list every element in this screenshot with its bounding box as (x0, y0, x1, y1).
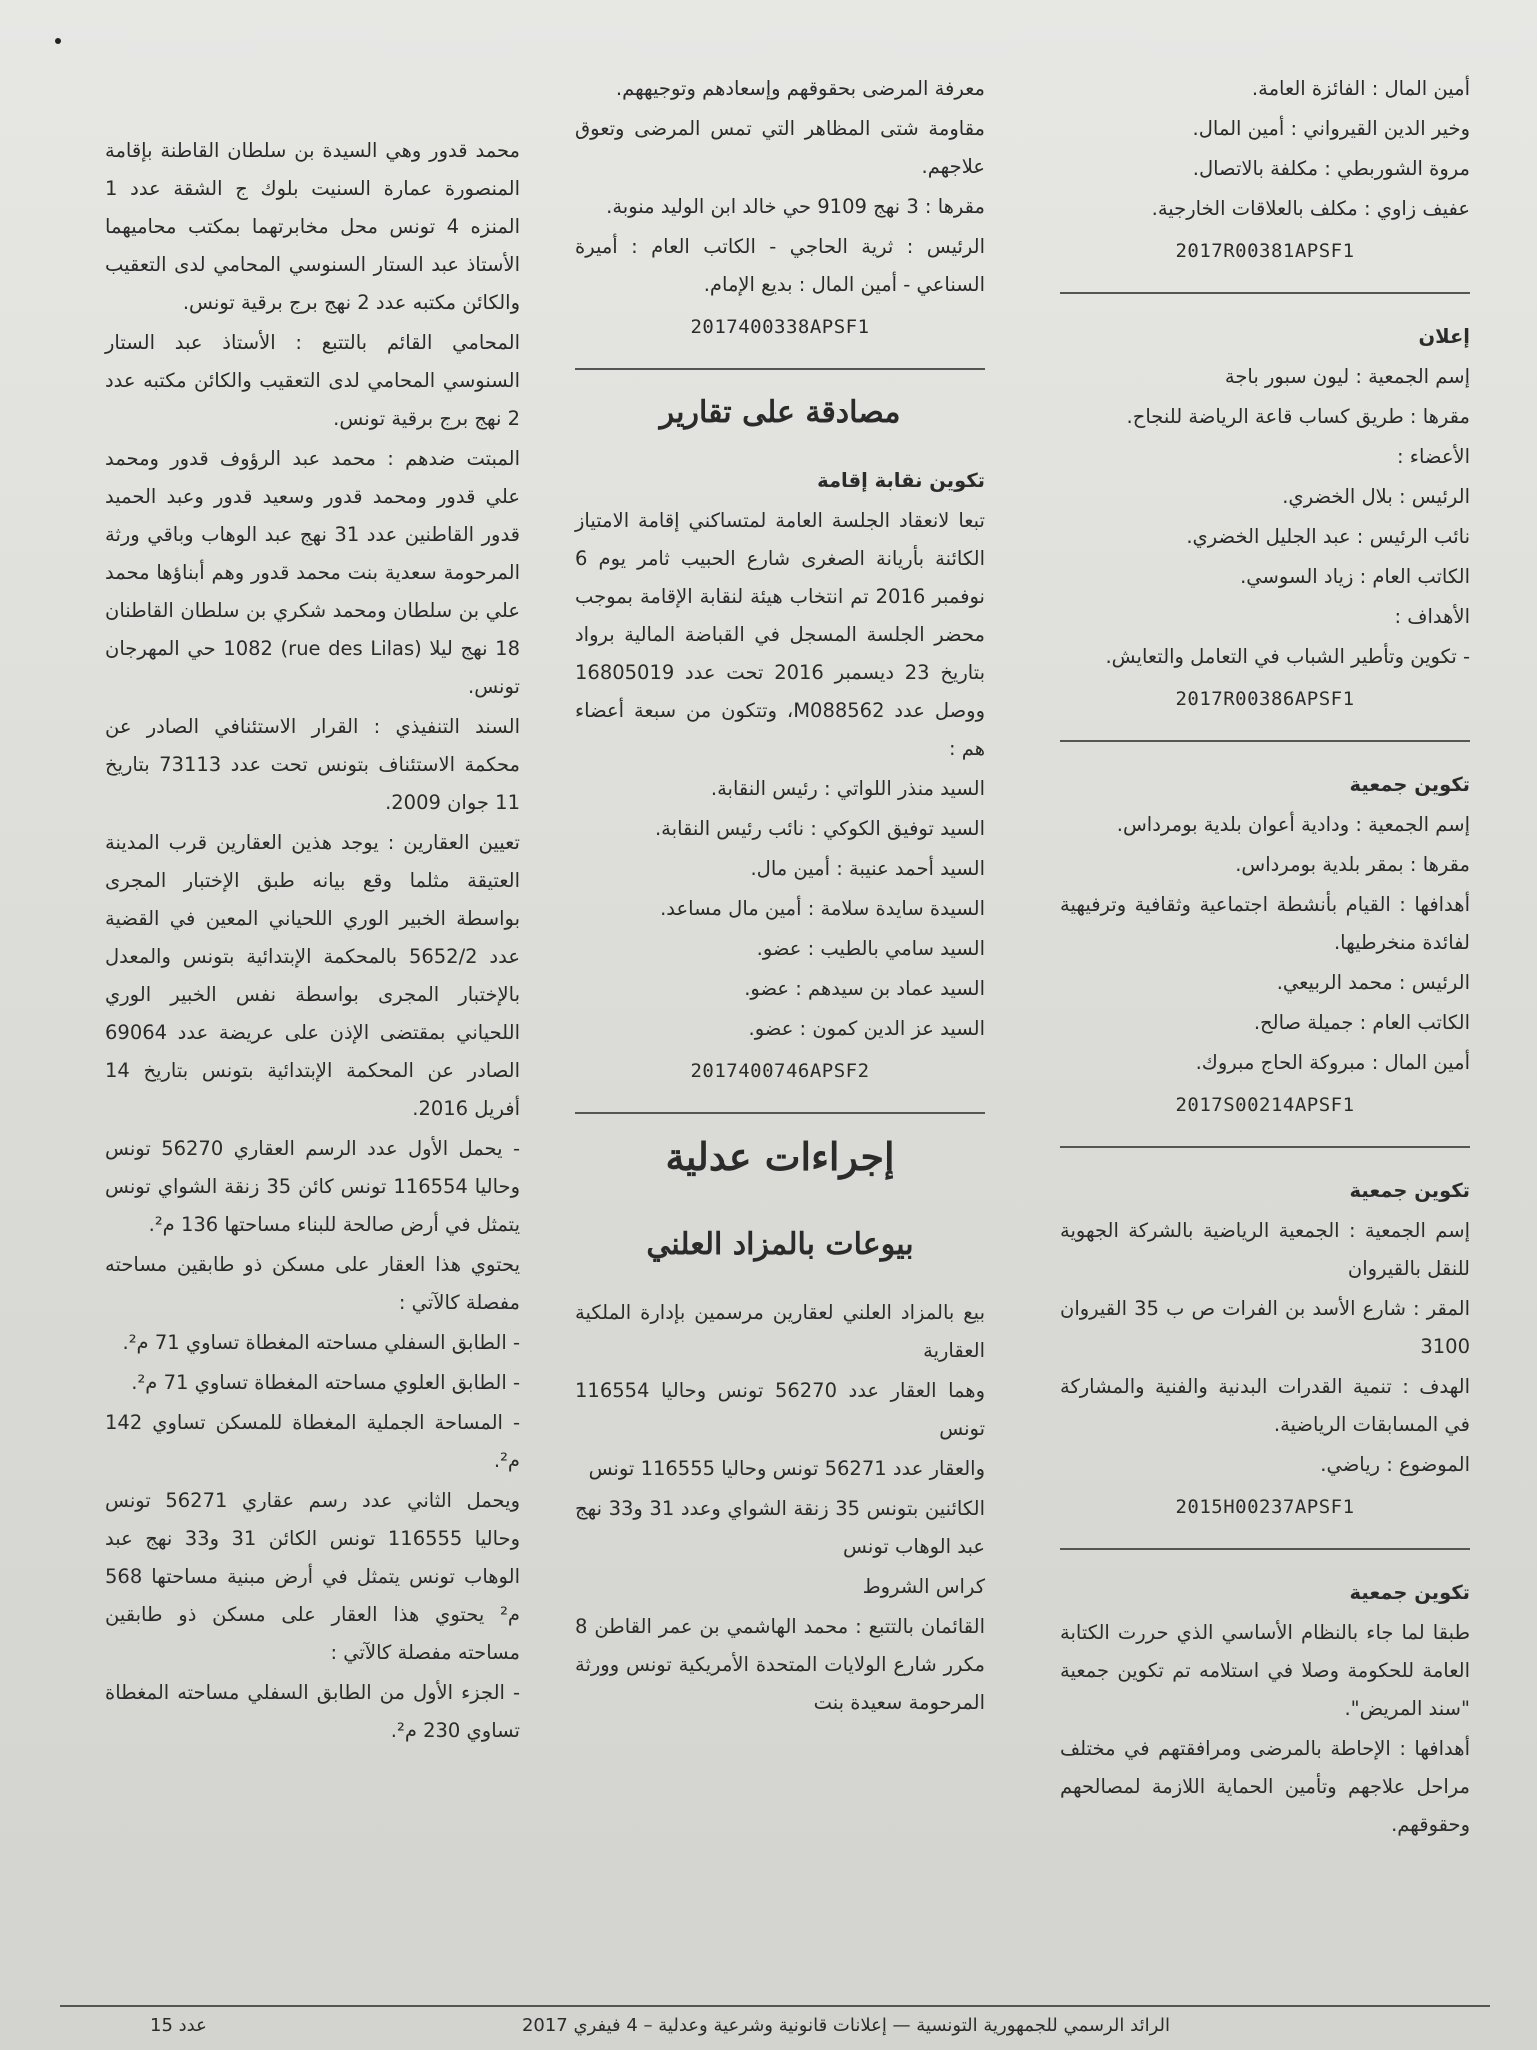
divider (575, 1112, 985, 1114)
reference-code: 2017R00386APSF1 (1175, 688, 1355, 710)
reference-code: 2015H00237APSF1 (1175, 1496, 1355, 1518)
text-line: السيد منذر اللواتي : رئيس النقابة. (710, 777, 985, 800)
text-line: إسم الجمعية : الجمعية الرياضية بالشركة الجهوية للنقل بالقيروان (1060, 1219, 1470, 1280)
reference-code: 2017S00214APSF1 (1175, 1094, 1355, 1116)
text-line: - الطابق السفلي مساحته المغطاة تساوي 71 م². (122, 1331, 520, 1354)
notice-heading: تكوين جمعية (1349, 1581, 1470, 1604)
text-line: بيع بالمزاد العلني لعقارين مرسمين بإدارة الملكية العقارية (575, 1301, 985, 1362)
text-line: إسم الجمعية : ودادية أعوان بلدية بومرداس. (1116, 813, 1470, 836)
text-line: الكائنين بتونس 35 زنقة الشواي وعدد 31 و33 نهج عبد الوهاب تونس (575, 1497, 985, 1558)
notice-heading: إعلان (1418, 325, 1470, 348)
divider (1060, 292, 1470, 294)
reference-code: 2017400746APSF2 (690, 1060, 870, 1082)
text-line: تبعا لانعقاد الجلسة العامة لمتساكني إقامة الامتياز الكائنة بأريانة الصغرى شارع الحبيب ثامر يوم 6 نوفمبر 2016 تم انتخاب هيئة لنقابة الإقامة بموجب محضر الجلسة المسجل في القباضة المالية برواد بتاريخ 23 ديسمبر 2016 تحت عدد 16805019 ووصل عدد M088562، وتتكون من سبعة أعضاء هم : (575, 509, 985, 760)
text-line: المقر : شارع الأسد بن الفرات ص ب 35 القيروان 3100 (1060, 1297, 1470, 1358)
page-footer (60, 2005, 1490, 2045)
text-line: - تكوين وتأطير الشباب في التعامل والتعايش. (1105, 645, 1470, 668)
text-line: مقاومة شتى المظاهر التي تمس المرضى وتعوق علاجهم. (575, 117, 985, 178)
notice-heading: تكوين نقابة إقامة (817, 469, 985, 492)
divider (1060, 1146, 1470, 1148)
text-line: السيد أحمد عنيبة : أمين مال. (750, 857, 985, 880)
text-line: مروة الشوربطي : مكلفة بالاتصال. (1192, 157, 1470, 180)
text-line: الهدف : تنمية القدرات البدنية والفنية والمشاركة في المسابقات الرياضية. (1060, 1375, 1470, 1436)
text-line: أمين المال : مبروكة الحاج مبروك. (1195, 1051, 1470, 1074)
reference-code: 2017400338APSF1 (690, 316, 870, 338)
text-line: المبتت ضدهم : محمد عبد الرؤوف قدور ومحمد علي قدور ومحمد قدور وسعيد قدور وعبد الحميد قدور القاطنين عدد 31 نهج عبد الوهاب وباقي ورثة المرحومة سعدية بنت محمد قدور وهم أبناؤها محمد علي بن سلطان ومحمد شكري بن سلطان القاطنان 18 نهج ليلا (rue des Lilas) 1082 حي المهرجان تونس. (105, 447, 521, 698)
text-line: - الطابق العلوي مساحته المغطاة تساوي 71 م². (131, 1371, 520, 1394)
text-line: الأعضاء : (1397, 445, 1470, 468)
text-line: يحتوي هذا العقار على مسكن ذو طابقين مساحته مفصلة كالآتي : (105, 1253, 520, 1314)
text-line: السيد سامي بالطيب : عضو. (756, 937, 985, 960)
text-line: الموضوع : رياضي. (1320, 1453, 1470, 1476)
text-line: الأهداف : (1394, 605, 1470, 628)
text-line: أهدافها : القيام بأنشطة اجتماعية وثقافية وترفيهية لفائدة منخرطيها. (1060, 893, 1470, 954)
text-line: وخير الدين القيرواني : أمين المال. (1192, 117, 1470, 140)
text-line: - الجزء الأول من الطابق السفلي مساحته المغطاة تساوي 230 م². (105, 1681, 520, 1742)
footer-title: الرائد الرسمي للجمهورية التونسية — إعلانات قانونية وشرعية وعدلية – 4 فيفري 2017 (521, 2015, 1170, 2036)
text-line: - المساحة الجملية المغطاة للمسكن تساوي 142 م². (105, 1411, 520, 1472)
text-line: الكاتب العام : جميلة صالح. (1253, 1011, 1470, 1034)
text-line: مقرها : طريق كساب قاعة الرياضة للنجاح. (1126, 405, 1470, 428)
text-line: إسم الجمعية : ليون سبور باجة (1224, 365, 1470, 388)
text-line: السيد عز الدين كمون : عضو. (748, 1017, 985, 1040)
reference-code: 2017R00381APSF1 (1175, 240, 1355, 262)
text-line: - يحمل الأول عدد الرسم العقاري 56270 تونس وحاليا 116554 تونس كائن 35 زنقة الشواي تونس يتمثل في أرض صالحة للبناء مساحتها 136 م². (105, 1137, 520, 1236)
text-line: السيد توفيق الكوكي : نائب رئيس النقابة. (654, 817, 985, 840)
text-line: الرئيس : بلال الخضري. (1282, 485, 1470, 508)
page-mark (55, 38, 61, 44)
text-line: الرئيس : محمد الربيعي. (1276, 971, 1470, 994)
text-line: والعقار عدد 56271 تونس وحاليا 116555 تونس (588, 1457, 985, 1480)
text-line: محمد قدور وهي السيدة بن سلطان القاطنة بإقامة المنصورة عمارة السنيت بلوك ج الشقة عدد 1 المنزه 4 تونس محل مخابرتهما بمكتب محاميهما الأستاذ عبد الستار السنوسي المحامي لدى التعقيب والكائن مكتبه عدد 2 نهج برج برقية تونس. (105, 139, 520, 314)
text-line: طبقا لما جاء بالنظام الأساسي الذي حررت الكتابة العامة للحكومة وصلا في استلامه تم تكوين جمعية "سند المريض". (1060, 1621, 1470, 1720)
text-line: وهما العقار عدد 56270 تونس وحاليا 116554 تونس (575, 1379, 985, 1440)
text-line: معرفة المرضى بحقوقهم وإسعادهم وتوجيههم. (615, 77, 985, 100)
issue-number: عدد 15 (150, 2015, 207, 2036)
text-line: ويحمل الثاني عدد رسم عقاري 56271 تونس وحاليا 116555 تونس الكائن 31 و33 نهج عبد الوهاب تونس يتمثل في أرض مبنية مساحتها 568 م² يحتوي هذا العقار على مسكن ذو طابقين مساحته مفصلة كالآتي : (105, 1489, 520, 1664)
left-column (105, 132, 520, 1752)
text-line: السيدة سايدة سلامة : أمين مال مساعد. (660, 897, 985, 920)
right-column (1060, 70, 1470, 1846)
divider (575, 368, 985, 370)
section-title: مصادقة على تقارير (659, 395, 901, 430)
notice-heading: تكوين جمعية (1349, 773, 1470, 796)
text-line: تعيين العقارين : يوجد هذين العقارين قرب المدينة العتيقة مثلما وقع بيانه طبق الإختبار المجرى بواسطة الخبير الوري اللحياني المعين في القضية عدد 5652/2 بالمحكمة الإبتدائية بتونس والمعدل بالإختبار المجرى بواسطة نفس الخبير الوري اللحياني بمقتضى الإذن على عريضة عدد 69064 الصادر عن المحكمة الإبتدائية بتونس بتاريخ 14 أفريل 2016. (105, 831, 520, 1120)
notice-heading: تكوين جمعية (1349, 1179, 1470, 1202)
text-line: مقرها : 3 نهج 9109 حي خالد ابن الوليد منوبة. (606, 195, 985, 218)
middle-column (575, 70, 985, 1724)
text-line: عفيف زاوي : مكلف بالعلاقات الخارجية. (1151, 197, 1470, 220)
text-line: نائب الرئيس : عبد الجليل الخضري. (1186, 525, 1470, 548)
text-line: الكاتب العام : زياد السوسي. (1240, 565, 1470, 588)
text-line: القائمان بالتتبع : محمد الهاشمي بن عمر القاطن 8 مكرر شارع الولايات المتحدة الأمريكية تونس وورثة المرحومة سعيدة بنت (575, 1615, 985, 1714)
section-title: إجراءات عدلية (665, 1134, 895, 1179)
text-line: مقرها : بمقر بلدية بومرداس. (1235, 853, 1470, 876)
divider (1060, 1548, 1470, 1550)
text-line: المحامي القائم بالتتبع : الأستاذ عبد الستار السنوسي المحامي لدى التعقيب والكائن مكتبه عدد 2 نهج برج برقية تونس. (105, 331, 520, 430)
text-line: كراس الشروط (862, 1575, 985, 1598)
text-line: الرئيس : ثرية الحاجي - الكاتب العام : أميرة السناعي - أمين المال : بديع الإمام. (575, 235, 985, 296)
text-line: أهدافها : الإحاطة بالمرضى ومرافقتهم في مختلف مراحل علاجهم وتأمين الحماية اللازمة لمصالحهم وحقوقهم. (1060, 1737, 1470, 1836)
text-line: أمين المال : الفائزة العامة. (1251, 77, 1470, 100)
divider (1060, 740, 1470, 742)
text-line: السيد عماد بن سيدهم : عضو. (744, 977, 985, 1000)
section-subtitle: بيوعات بالمزاد العلني (646, 1227, 914, 1262)
text-line: السند التنفيذي : القرار الاستئنافي الصادر عن محكمة الاستئناف بتونس تحت عدد 73113 بتاريخ 11 جوان 2009. (105, 715, 520, 814)
